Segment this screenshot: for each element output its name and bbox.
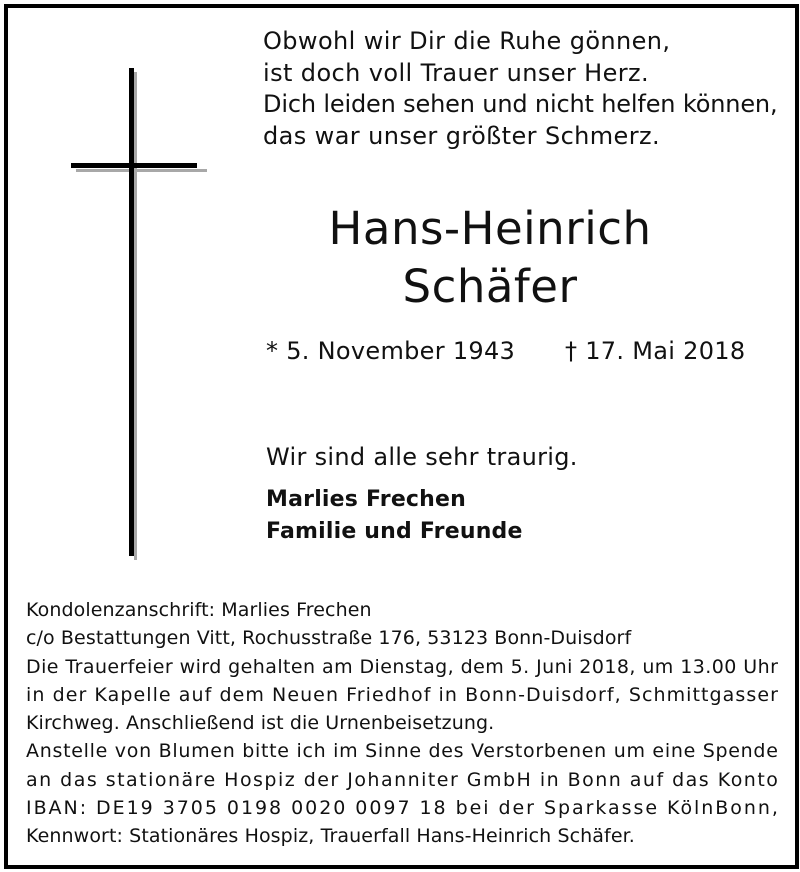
condolence-address: Kondolenzanschrift: Marlies Frechen xyxy=(26,599,372,621)
funeral-home-address: c/o Bestattungen Vitt, Rochusstraße 176, 53123 Bonn-Duisdorf xyxy=(26,627,632,650)
mourner-name: Marlies Frechen xyxy=(266,487,467,512)
donation-text-line: IBAN: DE19 3705 0198 0020 0097 18 bei der Sparkasse KölnBonn, xyxy=(26,797,780,820)
birth-date: * 5. November 1943 xyxy=(266,337,516,365)
deceased-last-name: Schäfer xyxy=(402,260,578,313)
donation-text-line: Anstelle von Blumen bitte ich im Sinne des Verstorbenen um eine Spende xyxy=(26,740,779,763)
cross-icon xyxy=(60,68,220,568)
deceased-first-name: Hans-Heinrich xyxy=(328,202,652,255)
donation-text-line: Kennwort: Stationäres Hospiz, Trauerfall Hans-Heinrich Schäfer. xyxy=(26,825,635,848)
donation-text-line: an das stationäre Hospiz der Johanniter GmbH in Bonn auf das Konto xyxy=(26,768,780,791)
poem-line: Obwohl wir Dir die Ruhe gönnen, xyxy=(263,27,671,55)
death-date: † 17. Mai 2018 xyxy=(565,337,746,365)
deceased-name xyxy=(220,200,760,316)
poem-line: das war unser größter Schmerz. xyxy=(263,121,661,150)
poem-line: ist doch voll Trauer unser Herz. xyxy=(263,58,650,87)
mourner-names xyxy=(266,484,523,548)
funeral-information xyxy=(26,596,778,851)
ceremony-text-line: in der Kapelle auf dem Neuen Friedhof in Bonn-Duisdorf, Schmittgasser xyxy=(26,683,779,706)
ceremony-text-line: Die Trauerfeier wird gehalten am Dienstag, dem 5. Juni 2018, um 13.00 Uhr xyxy=(26,655,779,678)
mourning-message: Wir sind alle sehr traurig. xyxy=(266,443,578,471)
memorial-poem xyxy=(263,26,783,152)
ceremony-text-line: Kirchweg. Anschließend ist die Urnenbeisetzung. xyxy=(26,712,495,735)
poem-line: Dich leiden sehen und nicht helfen können, xyxy=(263,90,778,118)
mourner-name: Familie und Freunde xyxy=(266,519,523,544)
